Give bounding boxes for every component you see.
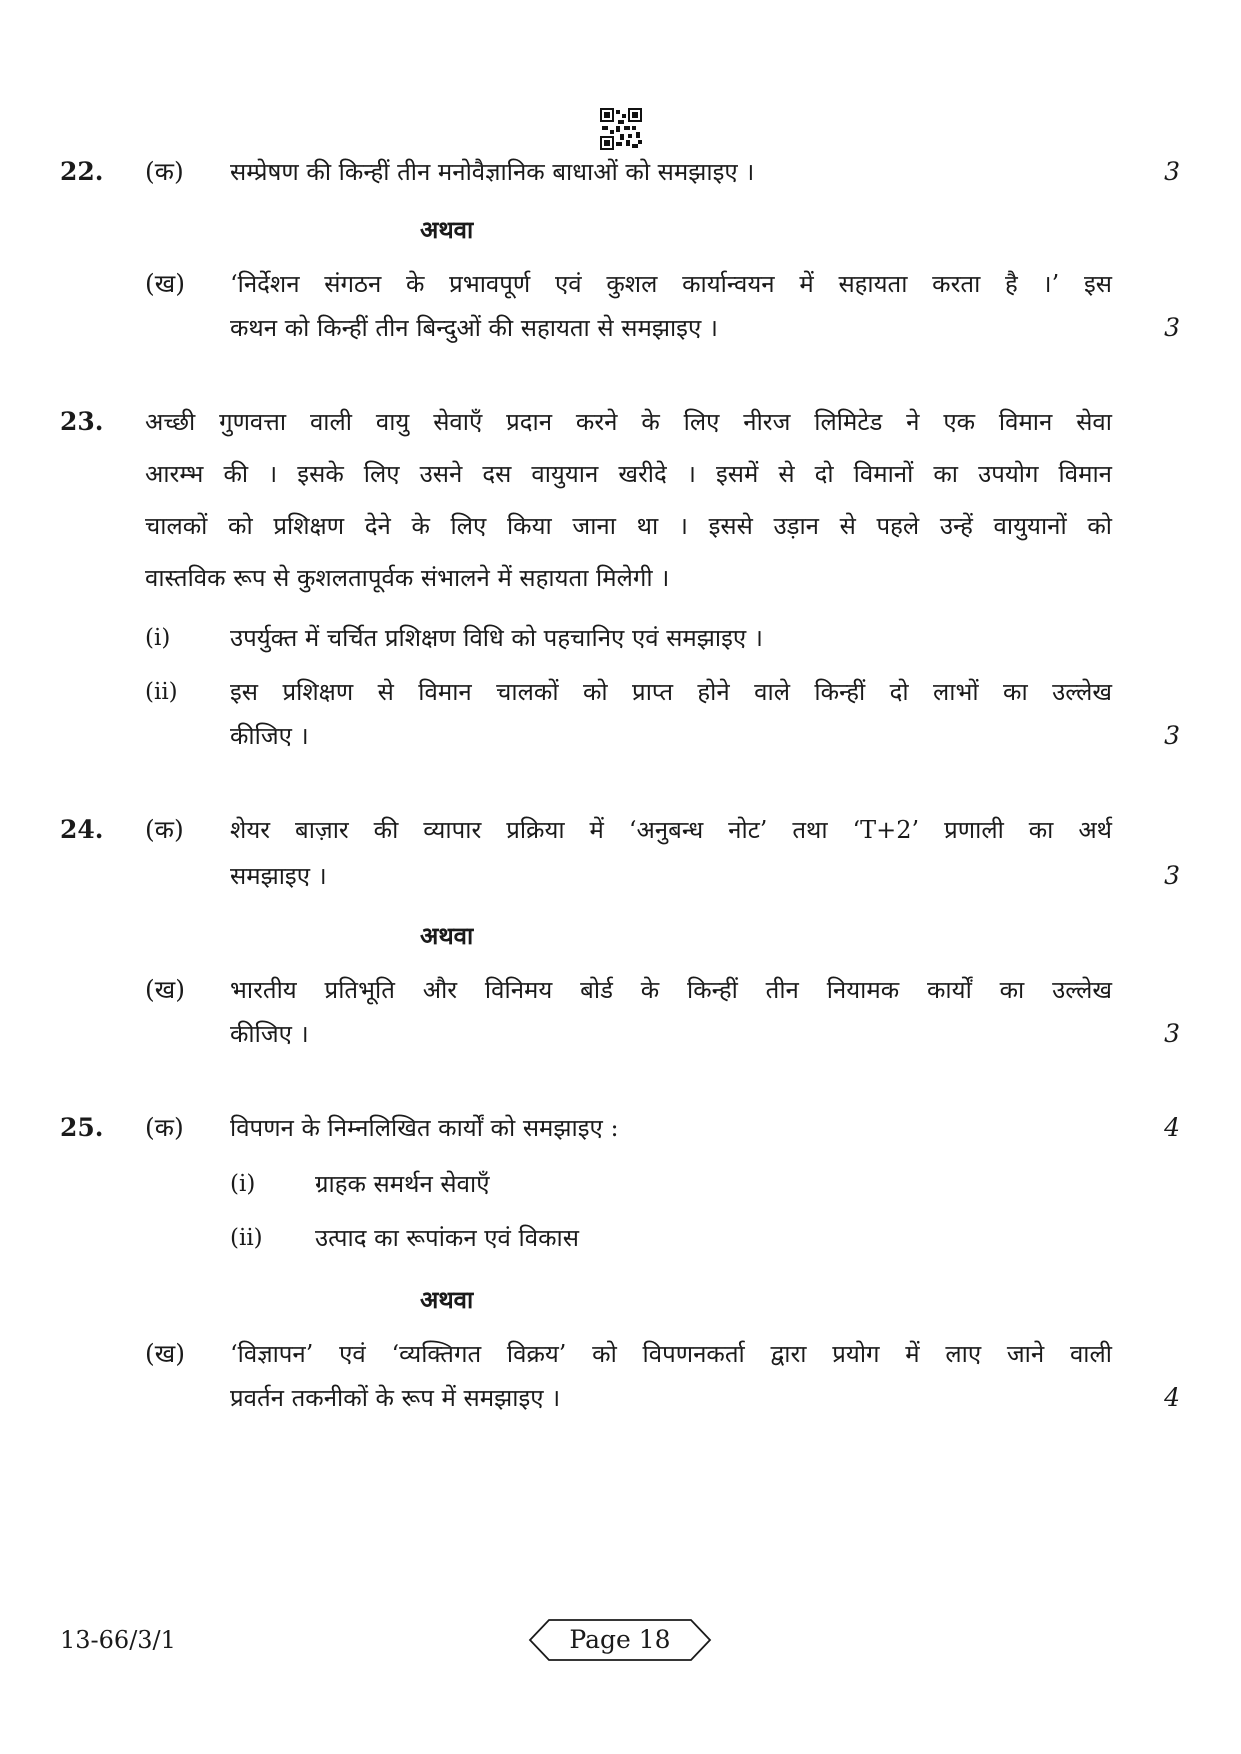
question-text: उपर्युक्त में चर्चित प्रशिक्षण विधि को पहचानिए एवं समझाइए । <box>230 624 763 652</box>
or-label: अथवा <box>420 215 474 244</box>
question-text: शेयर बाज़ार की व्यापार प्रक्रिया में ‘अनुबन्ध नोट’ तथा ‘T+2’ प्रणाली का अर्थ <box>230 816 1112 844</box>
question-text: समझाइए । <box>230 862 327 890</box>
question-text: चालकों को प्रशिक्षण देने के लिए किया जाना था । इससे उड़ान से पहले उन्हें वायुयानों को <box>145 512 1112 540</box>
question-23-sub-i <box>0 618 1241 658</box>
question-text: विपणन के निम्नलिखित कार्यों को समझाइए : <box>230 1114 619 1142</box>
question-23-line-3 <box>0 506 1241 546</box>
qr-code-icon <box>600 108 642 150</box>
question-number: 23. <box>60 407 104 436</box>
question-text: भारतीय प्रतिभूति और विनिमय बोर्ड के किन्हीं तीन नियामक कार्यों का उल्लेख <box>230 976 1112 1004</box>
question-24-part-b <box>0 970 1241 1010</box>
question-text: वास्तविक रूप से कुशलतापूर्वक संभालने में सहायता मिलेगी । <box>145 564 670 592</box>
question-23-sub-ii <box>0 672 1241 712</box>
question-24-part-b-line-2 <box>0 1014 1241 1054</box>
item-text: उत्पाद का रूपांकन एवं विकास <box>315 1224 579 1252</box>
question-23-line-2 <box>0 454 1241 494</box>
marks: 3 <box>1164 313 1180 342</box>
question-text: ‘विज्ञापन’ एवं ‘व्यक्तिगत विक्रय’ को विपणनकर्ता द्वारा प्रयोग में लाए जाने वाली <box>230 1340 1112 1368</box>
marks: 4 <box>1164 1383 1180 1412</box>
question-23-line-4 <box>0 558 1241 598</box>
question-text: कीजिए । <box>230 1020 309 1048</box>
marks: 3 <box>1164 861 1180 890</box>
question-text: कीजिए । <box>230 722 309 750</box>
page-number: Page 18 <box>569 1625 671 1654</box>
marks: 4 <box>1164 1113 1180 1142</box>
item-label: (ii) <box>230 1225 263 1251</box>
question-22-part-b-line-2 <box>0 308 1241 348</box>
question-22-part-a <box>0 152 1241 192</box>
question-number: 22. <box>60 157 104 186</box>
marks: 3 <box>1164 157 1180 186</box>
question-23-sub-ii-line-2 <box>0 716 1241 756</box>
question-23 <box>0 402 1241 442</box>
part-label: (क) <box>145 815 184 844</box>
question-text: सम्प्रेषण की किन्हीं तीन मनोवैज्ञानिक बाधाओं को समझाइए । <box>230 158 755 186</box>
or-divider <box>0 916 1241 956</box>
question-25-part-b-line-2 <box>0 1378 1241 1418</box>
sub-label: (i) <box>145 625 171 651</box>
question-22-part-b <box>0 264 1241 304</box>
part-label: (क) <box>145 1113 184 1142</box>
question-text: ‘निर्देशन संगठन के प्रभावपूर्ण एवं कुशल कार्यान्वयन में सहायता करता है ।’ इस <box>230 270 1112 298</box>
part-label: (ख) <box>145 975 185 1004</box>
question-25-item-ii <box>0 1218 1241 1258</box>
or-label: अथवा <box>420 921 474 950</box>
part-label: (ख) <box>145 269 185 298</box>
question-25-part-b <box>0 1334 1241 1374</box>
page-number-tag <box>527 1617 713 1663</box>
item-label: (i) <box>230 1171 256 1197</box>
question-text: कथन को किन्हीं तीन बिन्दुओं की सहायता से समझाइए । <box>230 314 718 342</box>
question-text: इस प्रशिक्षण से विमान चालकों को प्राप्त होने वाले किन्हीं दो लाभों का उल्लेख <box>230 678 1112 706</box>
sub-label: (ii) <box>145 679 178 705</box>
question-25-part-a <box>0 1108 1241 1148</box>
part-label: (क) <box>145 157 184 186</box>
item-text: ग्राहक समर्थन सेवाएँ <box>315 1170 490 1198</box>
part-label: (ख) <box>145 1339 185 1368</box>
marks: 3 <box>1164 1019 1180 1048</box>
marks: 3 <box>1164 721 1180 750</box>
question-25-item-i <box>0 1164 1241 1204</box>
question-number: 24. <box>60 815 104 844</box>
question-number: 25. <box>60 1113 104 1142</box>
question-text: प्रवर्तन तकनीकों के रूप में समझाइए । <box>230 1384 561 1412</box>
question-24-part-a-line-2 <box>0 856 1241 896</box>
paper-code: 13-66/3/1 <box>60 1626 176 1654</box>
question-text: आरम्भ की । इसके लिए उसने दस वायुयान खरीदे । इसमें से दो विमानों का उपयोग विमान <box>145 460 1112 488</box>
or-divider <box>0 210 1241 250</box>
question-24-part-a <box>0 810 1241 850</box>
question-text: अच्छी गुणवत्ता वाली वायु सेवाएँ प्रदान करने के लिए नीरज लिमिटेड ने एक विमान सेवा <box>145 408 1112 436</box>
or-divider <box>0 1280 1241 1320</box>
or-label: अथवा <box>420 1285 474 1314</box>
